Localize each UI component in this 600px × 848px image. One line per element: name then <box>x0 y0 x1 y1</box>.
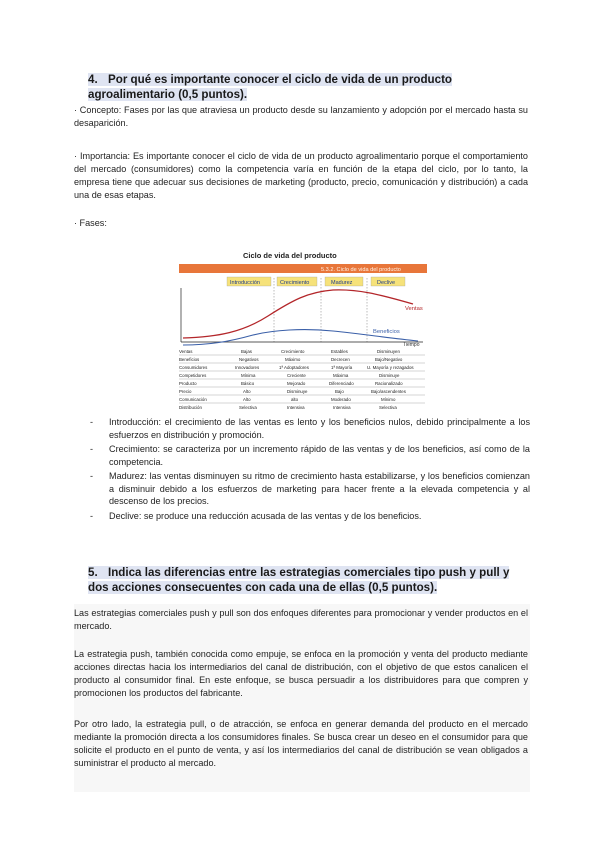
table-cell: Consumidores <box>179 365 208 370</box>
table-cell: Crecimiento <box>281 349 305 354</box>
table-cell: Negativos <box>239 357 259 362</box>
table-cell: Bajo/Negativo <box>375 357 403 362</box>
sales-curve-label: Ventas <box>405 306 423 312</box>
table-cell: Ventas <box>179 349 193 354</box>
table-cell: Mínima <box>241 373 256 378</box>
answer-paragraph-1: Las estrategias comerciales push y pull son dos enfoques diferentes para promocionar y vender productos en el mercado. <box>74 608 528 631</box>
table-cell: 1ª Adoptadores <box>279 365 309 370</box>
question-4-number: 4. <box>88 73 98 86</box>
question-5-number: 5. <box>88 566 98 579</box>
table-cell: Mejorado <box>287 381 306 386</box>
table-cell: Máximo <box>285 357 301 362</box>
table-cell: Distribución <box>179 405 202 410</box>
table-cell: Mínimo <box>381 397 396 402</box>
table-cell: Disminuye <box>287 389 308 394</box>
list-item: - Introducción: el crecimiento de las ventas es lento y los beneficios nulos, debido principalmente a los esfuerzos en distribución y promoción. <box>90 417 530 440</box>
table-cell: Máxima <box>333 373 349 378</box>
table-cell: Disminuye <box>379 373 400 378</box>
table-cell: Bajo/ascendentes <box>371 389 406 394</box>
table-cell: Innovadores <box>235 365 260 370</box>
table-cell: Bajo <box>335 389 344 394</box>
question-5-heading <box>88 565 528 595</box>
phases-list <box>90 416 530 524</box>
table-cell: Precio <box>179 389 192 394</box>
table-cell: Creciente <box>287 373 306 378</box>
stage-label-introduction: Introducción <box>230 280 260 286</box>
table-cell: Racionalizado <box>375 381 403 386</box>
list-item: - Madurez: las ventas disminuyen su ritmo de crecimiento hasta estabilizarse, y los beneficios comienzan a disminuir debido a los esfuerzos de marketing para hacer frente a la elevada competencia y al descenso de los precios. <box>90 471 530 506</box>
profits-curve-label: Beneficios <box>373 329 400 335</box>
table-cell: Básico <box>241 381 255 386</box>
table-cell: Alto <box>243 397 251 402</box>
answer-paragraph-3: Por otro lado, la estrategia pull, o de atracción, se enfoca en generar demanda del producto en el mercado mediante la promoción directa a los consumidores finales. Se busca crear un deseo en el consumidor para que solicite el producto en el punto de venta, y así los intermediarios del canal de distribución se vean obligados a suministrar el producto al mercado. <box>74 719 528 768</box>
table-cell: Alto <box>243 389 251 394</box>
table-cell: U. Mayoría y rezagados <box>367 365 414 370</box>
stage-label-maturity: Madurez <box>331 280 353 286</box>
table-cell: Decrecen <box>331 357 350 362</box>
time-axis-label: Tiempo <box>403 342 420 348</box>
table-cell: Diferenciado <box>329 381 354 386</box>
table-cell: Selectiva <box>379 405 397 410</box>
figure-banner-text: 5.3.2. Ciclo de vida del producto <box>321 267 401 273</box>
table-cell: Moderado <box>331 397 351 402</box>
table-cell: Estables <box>331 349 348 354</box>
table-cell: Comunicación <box>179 397 207 402</box>
stage-boxes <box>227 277 405 286</box>
life-cycle-figure <box>173 246 433 420</box>
question-4-title: Por qué es importante conocer el ciclo de vida de un producto agroalimentario (0,5 puntos). <box>88 73 453 101</box>
question-4-heading <box>88 72 528 102</box>
phases-label: · Fases: <box>74 218 107 228</box>
stage-label-growth: Crecimiento <box>280 280 310 286</box>
question-5-title: Indica las diferencias entre las estrategias comerciales tipo push y pull y dos acciones consecuentes con cada una de ellas (0,5 puntos). <box>88 566 510 594</box>
table-cell: Intensiva <box>333 405 351 410</box>
table-cell: Intensiva <box>287 405 305 410</box>
table-cell: Beneficios <box>179 357 200 362</box>
table-cell: Competidores <box>179 373 207 378</box>
answer-paragraph-2: La estrategia push, también conocida como empuje, se enfoca en la promoción y venta del producto mediante acciones directas hacia los intermediarios del canal de distribución, con el objetivo de que estos canalicen el producto al consumidor final. En este enfoque, se busca persuadir a los distribuidores para que compren y promocionen los productos del fabricante. <box>74 649 528 698</box>
list-item: - Crecimiento: se caracteriza por un incremento rápido de las ventas y de los beneficios, así como de la competencia. <box>90 444 530 467</box>
concept-paragraph: · Concepto: Fases por las que atraviesa un producto desde su lanzamiento y adopción por el mercado hasta su desaparición. <box>74 105 528 128</box>
figure-title: Ciclo de vida del producto <box>243 251 337 260</box>
stage-label-decline: Declive <box>377 280 396 286</box>
table-cell: Producto <box>179 381 197 386</box>
table-cell: Disminuyen <box>377 349 400 354</box>
table-cell: Selectiva <box>239 405 257 410</box>
table-cell: 1ª Mayoría <box>331 365 353 370</box>
table-cell: alto <box>291 397 299 402</box>
list-item: - Declive: se produce una reducción acusada de las ventas y de los beneficios. <box>90 510 422 521</box>
table-cell: Bajas <box>241 349 252 354</box>
importance-paragraph: · Importancia: Es importante conocer el ciclo de vida de un producto agroalimentario porque el comportamiento del mercado (consumidores) como la competencia varía en función de la etapa del ciclo, por lo tanto, la empresa tiene que adecuar sus decisiones de marketing (producto, precio, comunicación y distribución) a cada una de esas etapas. <box>74 151 528 200</box>
